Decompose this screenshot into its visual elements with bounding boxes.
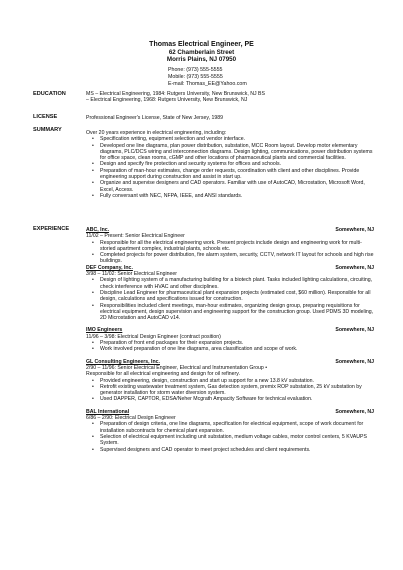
mobile-line: Mobile: (973) 555-5555	[168, 73, 223, 80]
job-duties	[86, 421, 374, 452]
list-item: • Design and specify fire protection and security systems for offices and schools.	[100, 161, 374, 167]
list-item: • Preparation of front end packages for their expansion projects.	[100, 340, 374, 346]
job-location: Somewhere, NJ	[335, 327, 374, 334]
license-label: LICENSE	[33, 114, 58, 120]
list-item: • Discipline Lead Engineer for pharmaceutical plant expansion projects (estimated cost, $60 million). Responsible for all design, calculations and specifications issued for construction.	[100, 290, 374, 303]
experience-label: EXPERIENCE	[33, 226, 70, 232]
education-label: EDUCATION	[33, 91, 66, 97]
job-title: 2/90 – 11/96: Senior Electrical Engineer, Electrical and Instrumentation Group •	[86, 364, 268, 371]
summary-intro: Over 20 years experience in electrical engineering, including:	[86, 130, 227, 136]
job-title: 3/98 – 11/02: Senior Electrical Engineer	[86, 271, 178, 278]
employer-name: GL Consulting Engineers, Inc.	[86, 358, 160, 365]
summary-label: SUMMARY	[33, 127, 62, 133]
job-duties	[86, 340, 374, 353]
license-section	[86, 115, 374, 121]
summary-section	[86, 130, 374, 199]
list-item: • Organize and supervise designers and CAD operators. Familiar with use of AutoCAD, Microstation, Microsoft Word, Excel, Access.	[100, 180, 374, 193]
resume-header	[0, 41, 403, 64]
list-item: • Specification writing, equipment selection and vendor interface.	[100, 136, 374, 142]
job-location: Somewhere, NJ	[335, 227, 374, 233]
job-entry	[86, 227, 374, 265]
education-line: – Electrical Engineering, 1968: Rutgers University, New Brunswick, NJ	[86, 97, 248, 104]
job-summary: Responsible for all electrical engineering and design for oil refinery.	[86, 371, 240, 378]
education-section	[86, 91, 374, 104]
job-duties	[86, 277, 374, 321]
list-item: • Preparation of man-hour estimates, change order requests, coordination with client and other disciplines. Provide engineering support during construction and assist in start up.	[100, 168, 374, 181]
experience-section	[86, 227, 374, 453]
contact-block	[168, 67, 247, 87]
education-line: MS – Electrical Engineering, 1984: Rutgers University, New Brunswick, NJ BS	[86, 91, 265, 97]
candidate-name: Thomas Electrical Engineer, PE	[149, 41, 254, 48]
employer-name: IMO Engineers	[86, 327, 123, 334]
list-item: • Developed one line diagrams, plan power distribution, substation, MCC Room layout. Develop motor elementary diagrams, PLC/DCS wiring and interconnection diagrams. Design lighting, communications, power distribution systems for office space, clean rooms, cGMP and other locations of pharmaceutical plants and commercial facilities.	[100, 143, 374, 162]
list-item: • Selection of electrical equipment including unit substation, medium voltage cables, motor control centers, 5 KVAUPS System.	[100, 434, 374, 447]
job-duties	[86, 378, 374, 403]
list-item: • Preparation of design criteria, one line diagrams, specification for electrical equipment, scope of work document for installation subcontracts for chemical plant expansion.	[100, 421, 374, 434]
list-item: • Completed projects for power distribution, fire alarm system, security, CCTV, network IT layout for schools and high rise buildings.	[100, 252, 374, 265]
job-duties	[86, 240, 374, 265]
employer-name: DEF Company, Inc.	[86, 264, 133, 271]
summary-list	[86, 136, 374, 199]
license-text: Professional Engineer's License, State of New Jersey, 1989	[86, 115, 223, 121]
list-item: • Provided engineering, design, construction and start up support for a new 13.8 kV substation.	[100, 378, 374, 384]
phone-line: Phone: (973) 555-5555	[168, 67, 223, 73]
job-entry	[86, 409, 374, 453]
job-title: 11/02 – Present: Senior Electrical Engineer	[86, 233, 185, 240]
job-location: Somewhere, NJ	[335, 408, 374, 415]
city-address: Morris Plains, NJ 07950	[166, 56, 237, 64]
job-location: Somewhere, NJ	[335, 264, 374, 271]
employer-name: BAL International	[86, 408, 130, 415]
list-item: • Design of lighting system of a manufacturing building for a biotech plant. Tasks included lighting calculations, circuiting, check interference with HVAC and other disciplines.	[100, 277, 374, 290]
employer-name: ABC, Inc.	[86, 227, 110, 233]
job-title: 6/86 – 2/90: Electrical Design Engineer	[86, 415, 176, 422]
list-item: • Responsible for all the electrical engineering work. Present projects include design and engineering work for multi-storied apartment complex, industrial plants, schools etc.	[100, 240, 374, 253]
job-entry	[86, 327, 374, 352]
list-item: • Work involved preparation of one line diagrams, area classification and scope of work.	[100, 346, 374, 352]
list-item: • Used DAPPER, CAPTOR, EDSA/Neher Mcgrath Ampacity Software for technical evaluation.	[100, 396, 374, 402]
list-item: • Fully conversant with NEC, NFPA, IEEE, and ANSI standards.	[100, 193, 374, 199]
job-location: Somewhere, NJ	[335, 358, 374, 365]
street-address: 62 Chamberlain Street	[168, 48, 235, 56]
list-item: • Responsibilities included client meetings, man-hour estimates, organizing design group, preparing requisitions for electrical equipment, design supervision and engineering support for the construction group. Used PDMS 3D modeling, 2D Microstation and AutoCAD v14.	[100, 303, 374, 322]
job-title: 11/96 – 3/98: Electrical Design Engineer (contract position)	[86, 333, 221, 340]
list-item: • Retrofit existing wastewater treatment system, Gas detection system, premix ROP substation, 25 kV substation by generator installation for storm water diversion system.	[100, 384, 374, 397]
job-entry	[86, 359, 374, 403]
email-line: E-mail: Thomas_EE@Yahoo.com	[168, 80, 247, 87]
job-entry	[86, 265, 374, 322]
list-item: • Supervised designers and CAD operator to meet project schedules and client requirements.	[100, 447, 374, 453]
